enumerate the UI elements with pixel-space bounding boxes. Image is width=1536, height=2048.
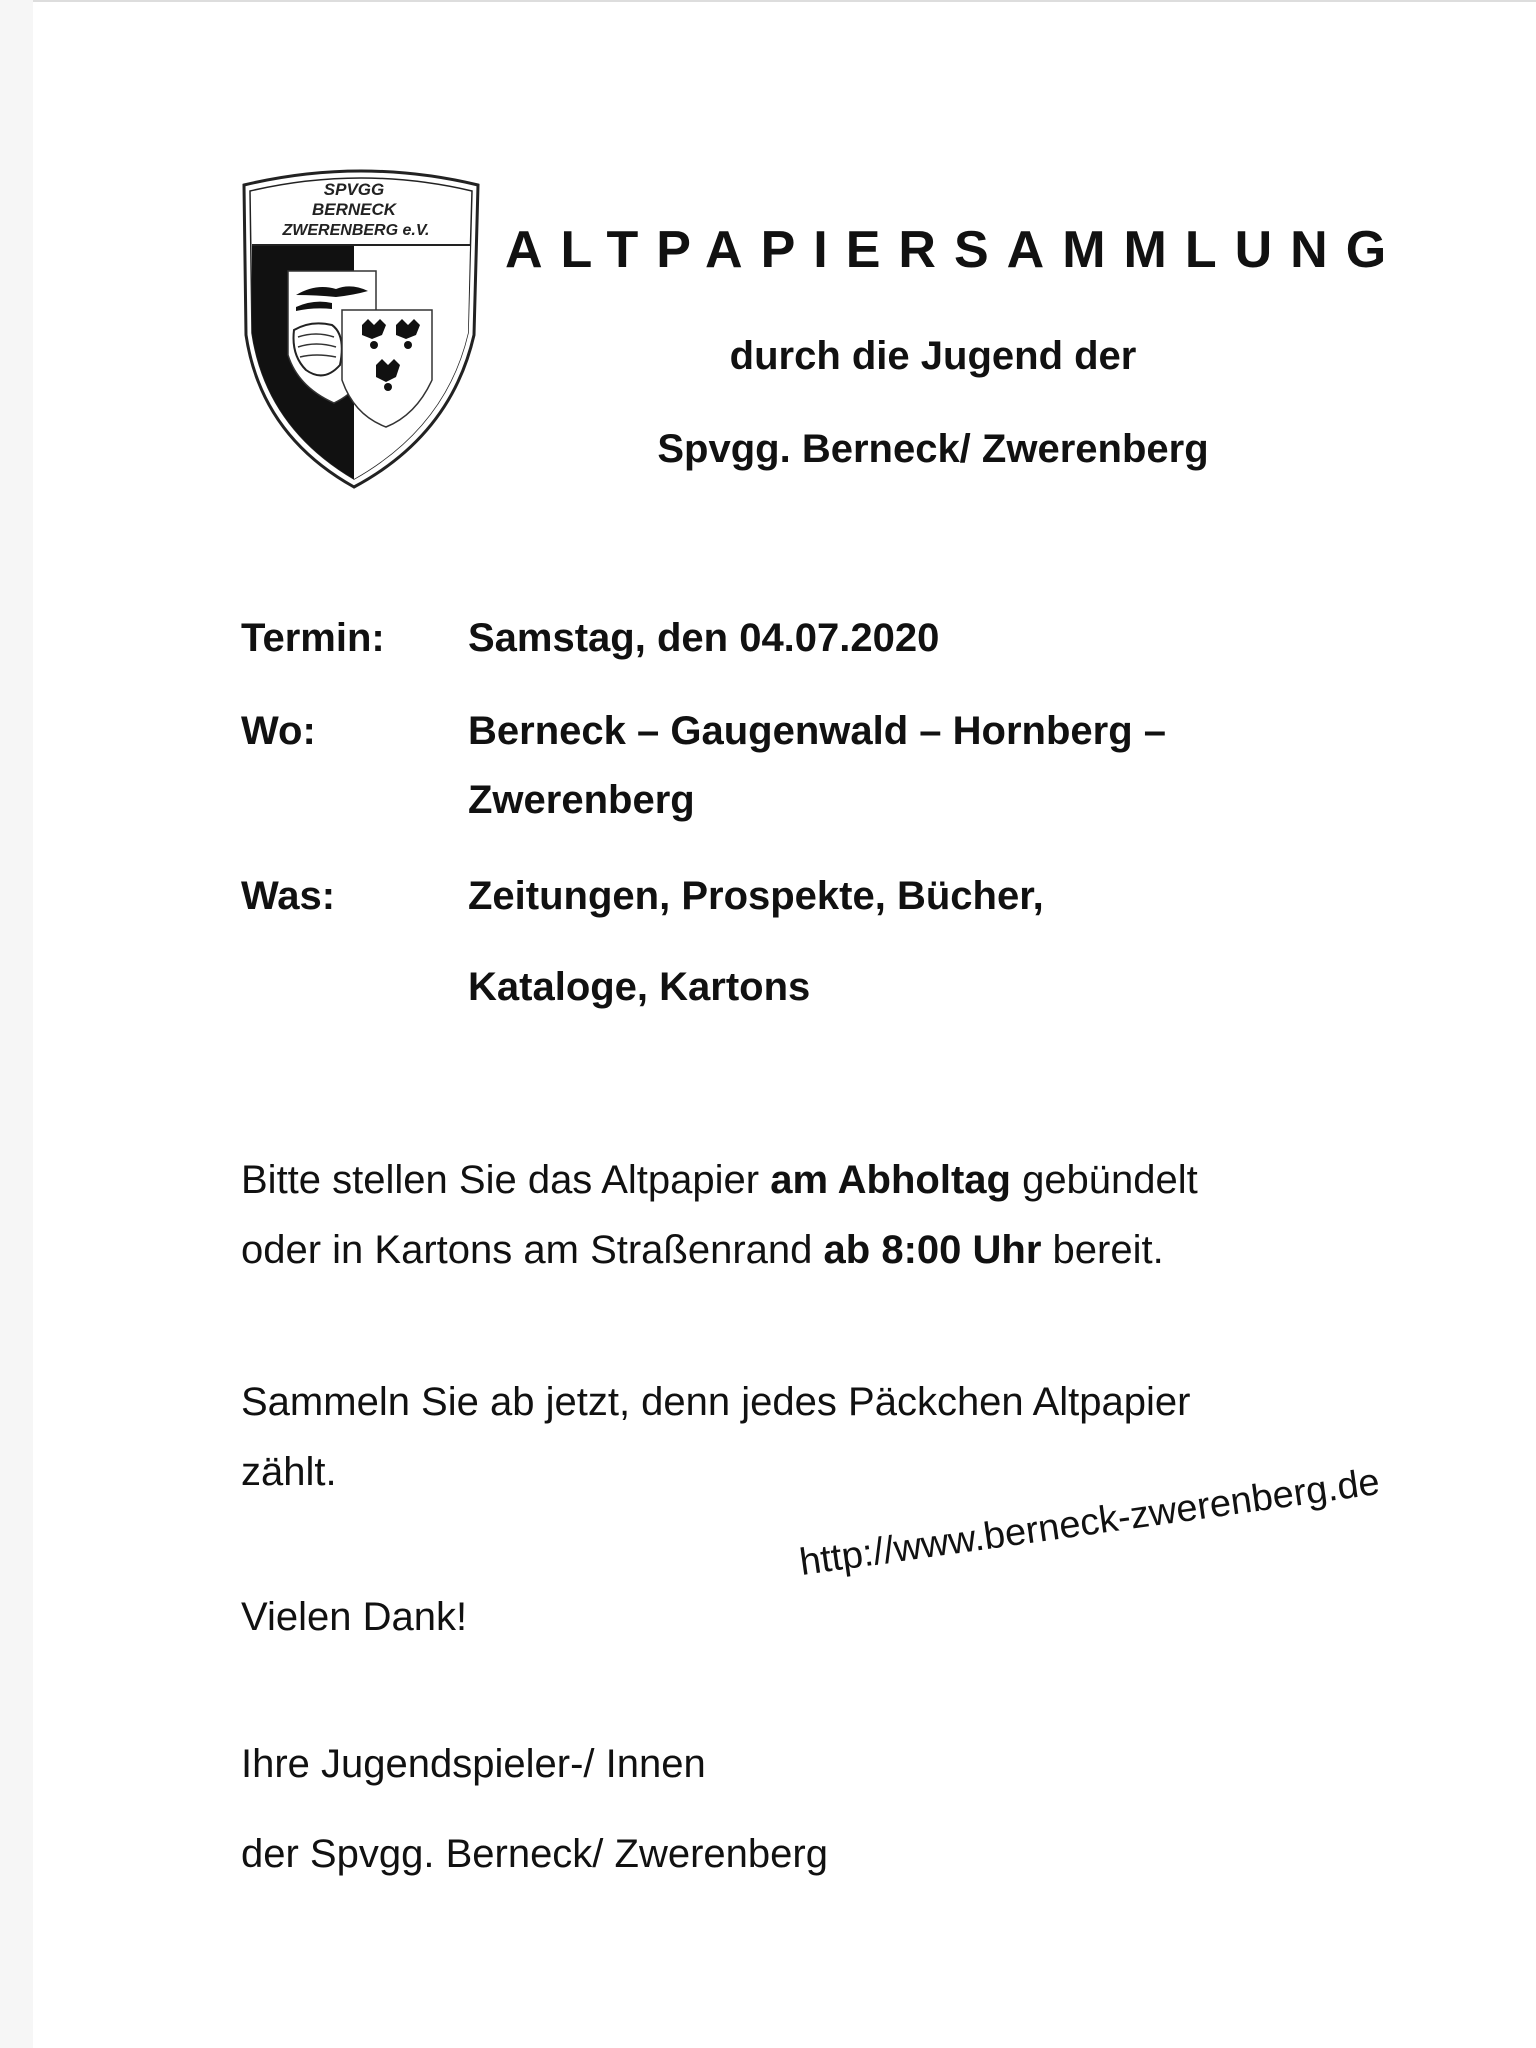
svg-text:ZWERENBERG e.V.: ZWERENBERG e.V. <box>282 222 430 239</box>
subtitle-line-1: durch die Jugend der <box>729 334 1137 378</box>
was-label: Was: <box>241 874 336 918</box>
page-title: ALTPAPIERSAMMLUNG <box>505 221 1405 279</box>
wo-value-line-2: Zwerenberg <box>468 778 695 822</box>
signature-line-2: der Spvgg. Berneck/ Zwerenberg <box>241 1832 828 1876</box>
wo-label: Wo: <box>241 709 316 753</box>
instructions-paragraph <box>241 1145 1391 1285</box>
svg-text:BERNECK: BERNECK <box>311 200 397 219</box>
signature-line-1: Ihre Jugendspieler-/ Innen <box>241 1742 706 1786</box>
termin-label: Termin: <box>241 616 385 660</box>
subtitle-line-2: Spvgg. Berneck/ Zwerenberg <box>657 427 1209 471</box>
website-url[interactable]: http://www.berneck-zwerenberg.de <box>797 1460 1383 1585</box>
termin-value: Samstag, den 04.07.2020 <box>468 616 940 660</box>
pickup-day-emphasis: am Abholtag <box>770 1158 1011 1202</box>
collect-text-line-2: zählt. <box>241 1450 337 1494</box>
document-page <box>33 0 1536 2048</box>
instructions-text: oder in Kartons am Straßenrand <box>241 1228 824 1272</box>
collect-text-line-1: Sammeln Sie ab jetzt, denn jedes Päckchen Altpapier <box>241 1380 1191 1424</box>
instructions-text: bereit. <box>1041 1228 1164 1272</box>
thanks-text: Vielen Dank! <box>241 1595 468 1639</box>
pickup-time-emphasis: ab 8:00 Uhr <box>823 1228 1042 1272</box>
instructions-text: Bitte stellen Sie das Altpapier <box>241 1158 771 1202</box>
svg-text:SPVGG: SPVGG <box>323 180 385 199</box>
club-crest-logo <box>236 165 486 491</box>
instructions-text: gebündelt <box>1010 1158 1198 1202</box>
was-value-line-2: Kataloge, Kartons <box>468 965 811 1009</box>
wo-value-line-1: Berneck – Gaugenwald – Hornberg – <box>468 709 1166 753</box>
was-value-line-1: Zeitungen, Prospekte, Bücher, <box>468 874 1044 918</box>
